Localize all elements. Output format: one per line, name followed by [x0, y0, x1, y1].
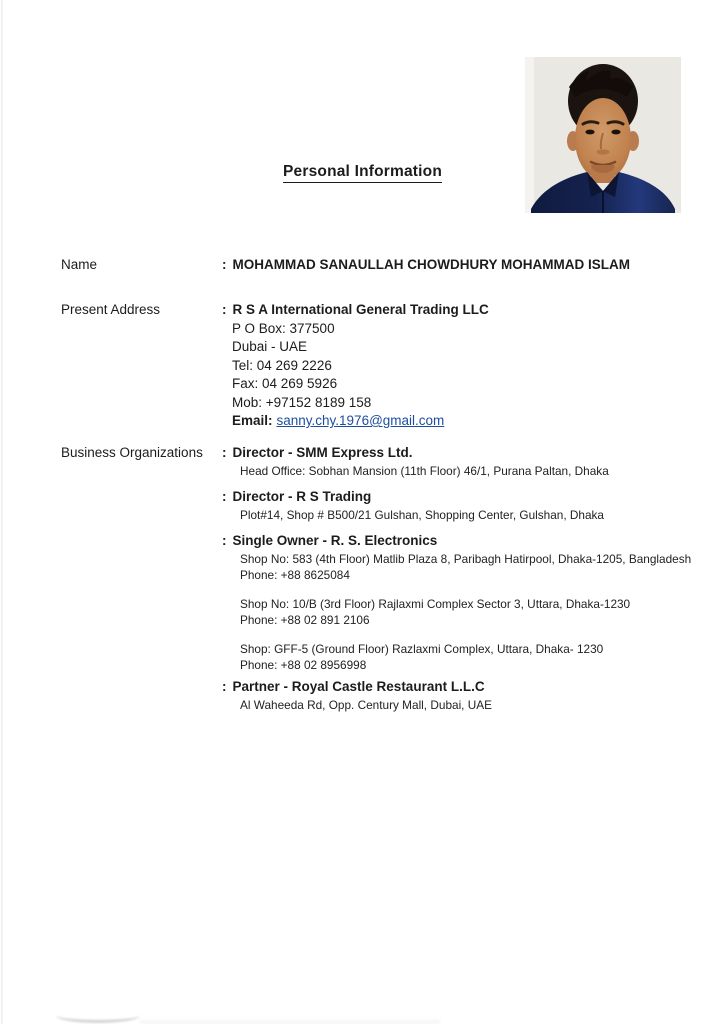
tel-line: Tel: 04 269 2226	[232, 357, 332, 373]
po-box-line: P O Box: 377500	[232, 320, 335, 336]
organization-title-line	[222, 678, 691, 696]
organization-title-line	[222, 532, 691, 550]
name-value-line	[222, 256, 630, 275]
shop-address: Shop No: 583 (4th Floor) Matlib Plaza 8, Paribagh Hatirpool, Dhaka-1205, Bangladesh	[240, 552, 692, 566]
organization-royal-castle	[222, 678, 691, 713]
name-value: MOHAMMAD SANAULLAH CHOWDHURY MOHAMMAD ISLAM	[232, 257, 630, 272]
shop-phone: Phone: +88 02 8956998	[240, 658, 367, 672]
scan-streak-artifact	[140, 1020, 440, 1024]
shop-phone: Phone: +88 8625084	[240, 568, 350, 582]
city-line: Dubai - UAE	[232, 339, 308, 354]
organization-smm-express	[222, 444, 691, 479]
page-title: Personal Information	[283, 163, 442, 183]
present-address-section	[61, 301, 489, 431]
organization-title: Director - SMM Express Ltd.	[232, 445, 413, 460]
colon-separator: :	[222, 533, 227, 548]
name-label: Name	[61, 257, 98, 272]
organization-title-line	[222, 444, 691, 462]
organization-title: Single Owner - R. S. Electronics	[232, 533, 438, 548]
email-link[interactable]: sanny.chy.1976@gmail.com	[276, 413, 445, 428]
name-section	[61, 256, 630, 275]
organization-rs-electronics	[222, 532, 691, 673]
organization-detail: Head Office: Sobhan Mansion (11th Floor) 46/1, Purana Paltan, Dhaka	[240, 464, 609, 478]
email-label: Email:	[232, 413, 273, 428]
colon-separator: :	[222, 257, 227, 272]
fax-line: Fax: 04 269 5926	[232, 376, 338, 391]
organization-detail: Al Waheeda Rd, Opp. Century Mall, Dubai, UAE	[240, 698, 492, 712]
organization-title: Director - R S Trading	[232, 489, 372, 504]
shop-address-group	[222, 596, 691, 628]
organization-detail: Plot#14, Shop # B500/21 Gulshan, Shopping Center, Gulshan, Dhaka	[240, 508, 604, 522]
scan-smudge-artifact	[56, 1008, 140, 1023]
applicant-photo	[525, 57, 681, 213]
business-organizations-section	[61, 444, 691, 722]
organization-rs-trading	[222, 488, 691, 523]
colon-separator: :	[222, 489, 227, 504]
company-name: R S A International General Trading LLC	[232, 302, 489, 317]
company-line	[222, 301, 489, 320]
shop-phone: Phone: +88 02 891 2106	[240, 613, 370, 627]
organization-title-line	[222, 488, 691, 506]
shop-address-group	[222, 551, 691, 583]
organization-title: Partner - Royal Castle Restaurant L.L.C	[232, 679, 485, 694]
business-organizations-label: Business Organizations	[61, 445, 203, 460]
present-address-label: Present Address	[61, 302, 161, 317]
shop-address: Shop: GFF-5 (Ground Floor) Razlaxmi Complex, Uttara, Dhaka- 1230	[240, 642, 604, 656]
mobile-line: Mob: +97152 8189 158	[232, 394, 372, 410]
email-line	[222, 412, 489, 431]
colon-separator: :	[222, 679, 227, 694]
portrait-image	[525, 57, 681, 213]
shop-address: Shop No: 10/B (3rd Floor) Rajlaxmi Complex Sector 3, Uttara, Dhaka-1230	[240, 597, 631, 611]
colon-separator: :	[222, 445, 227, 460]
scan-edge-artifact	[1, 0, 3, 1024]
colon-separator: :	[222, 302, 227, 317]
shop-address-group	[222, 641, 691, 673]
